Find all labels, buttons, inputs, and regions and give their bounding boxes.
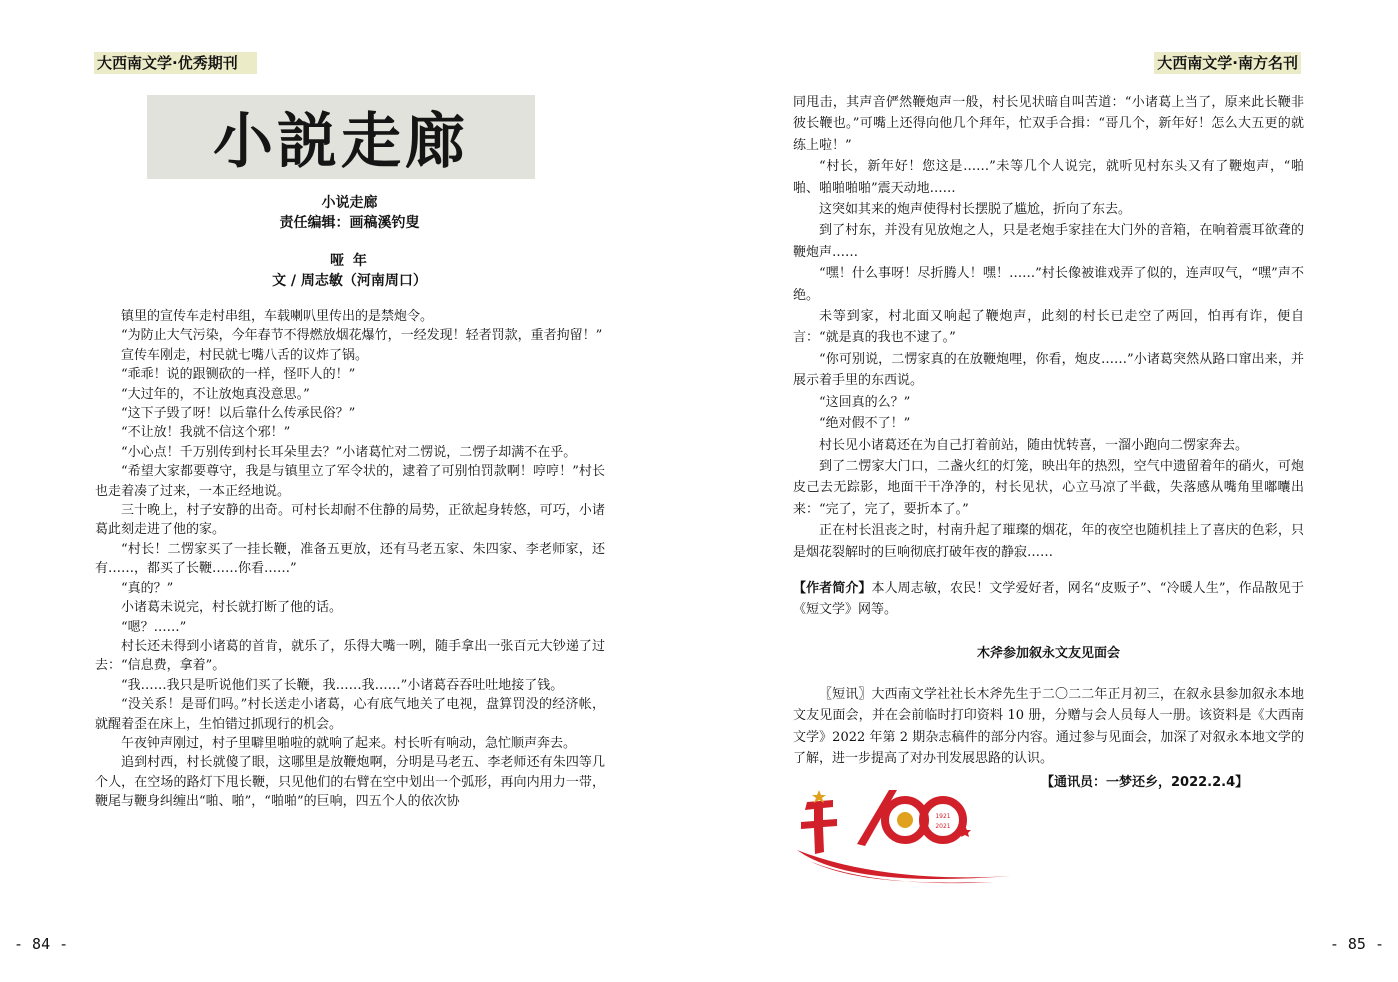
byline: 文 / 周志敏（河南周口）: [272, 273, 427, 289]
story-paragraph: “我……我只是听说他们买了长鞭，我……我……”小诸葛吞吞吐吐地接了钱。: [121, 677, 564, 693]
emblem-year-end: 2021: [935, 823, 951, 830]
story-paragraph: “这回真的么？”: [819, 394, 911, 410]
story-paragraph: 小诸葛未说完，村长就打断了他的话。: [121, 600, 343, 616]
centenary-emblem: [793, 780, 1015, 885]
author-intro: [793, 578, 1304, 621]
right-page: [699, 0, 1398, 982]
emblem-hammer-sickle: [897, 812, 913, 828]
story-body: [95, 307, 605, 812]
story-paragraph: 到了二愣家大门口，二盏火红的灯笼，映出年的热烈，空气中遗留着年的硝火，可炮皮己去无踪影，地面干干净净的，村长见状，心立马凉了半截，失落感从嘴角里嘟囔出来：“完了，完了，要折本了。”: [793, 458, 1304, 517]
story-paragraph: “村长，新年好！您这是……”未等几个人说完，就听见村东头又有了鞭炮声，“啪啪、啪啪啪啪”震天动地……: [793, 159, 1304, 196]
story-paragraph: “真的？”: [121, 580, 174, 596]
story-paragraph: 村长见小诸葛还在为自己打着前站，随由忧转喜，一溜小跑向二愣家奔去。: [819, 437, 1249, 453]
emblem-character: [801, 800, 837, 854]
story-paragraph: 未等到家，村北面又响起了鞭炮声，此刻的村长已走空了两回，怕再有诈，便自言：“就是真的我也不逮了。”: [793, 309, 1304, 346]
story-paragraph: “村长！二愣家买了一挂长鞭，准备五更放，还有马老五家、朱四家、李老师家，还有……，都买了长鞭……你看……”: [95, 541, 605, 577]
story-paragraph: “绝对假不了！”: [819, 416, 911, 432]
story-paragraph: “你可别说，二愣家真的在放鞭炮哩，你看，炮皮……”小诸葛突然从路口窜出来，并展示着手里的东西说。: [793, 351, 1304, 389]
news-text: 大西南文学社社长木斧先生于二〇二二年正月初三，在叙永县参加叙永本地文友见面会，并在会前临时打印资料 10 册，分赠与会人员每人一册。该资料是《大西南文学》2022 年第 2 期杂志稿件的部分内容。通过参与见面会，加深了对叙永本地文学的了解，进一步提高了对办刊发展思路的认识。: [793, 687, 1304, 767]
news-title: 木斧参加叙永文友见面会: [976, 646, 1120, 661]
news-label: 〖短讯〗: [819, 687, 872, 702]
left-header: 大西南文学·优秀期刊: [94, 52, 257, 74]
story-paragraph: “嗯？……”: [121, 619, 187, 635]
editor-line: 责任编辑：画稿溪钓叟: [279, 215, 420, 231]
story-paragraph: “为防止大气污染，今年春节不得燃放烟花爆竹，一经发现！轻者罚款，重者拘留！”: [121, 328, 603, 344]
story-paragraph: 这突如其来的炮声使得村长摆脱了尴尬，折向了东去。: [819, 202, 1132, 218]
news-credit: 【通讯员：一梦还乡，2022.2.4】: [1041, 775, 1249, 790]
emblem-ribbon-1: [797, 850, 1011, 879]
story-paragraph: 追到村西，村长就傻了眼，这哪里是放鞭炮啊，分明是马老五、李老师还有朱四等几个人，在空场的路灯下甩长鞭，只见他们的右臂在空中划出一个弧形，再向内用力一带，鞭尾与鞭身纠缠出“啪、啪”，“啪啪”的巨响，四五个人的依次协: [95, 755, 605, 810]
story-paragraph: 宣传车刚走，村民就七嘴八舌的议炸了锅。: [121, 347, 369, 363]
story-paragraph: “没关系！是哥们吗。”村长送走小诸葛，心有底气地关了电视，盘算罚没的经济帐，就醒着歪在床上，生怕错过抓现行的机会。: [95, 697, 605, 732]
right-header: 大西南文学·南方名刊: [1154, 52, 1301, 74]
story-paragraph: “嘿！什么事呀！尽折腾人！嘿！……”村长像被谁戏弄了似的，连声叹气，“嘿”声不绝。: [793, 266, 1304, 303]
story-continuation: [793, 92, 1304, 563]
story-paragraph: 同甩击，其声音俨然鞭炮声一般，村长见状暗自叫苦道：“小诸葛上当了，原来此长鞭非彼长鞭也。”可嘴上还得向他几个拜年，忙双手合揖：“哥几个，新年好！怎么大五更的就练上啦！”: [793, 95, 1304, 153]
story-paragraph: “小心点！千万别传到村长耳朵里去？”小诸葛忙对二愣说，二愣子却满不在乎。: [121, 444, 577, 460]
story-paragraph: 正在村长沮丧之时，村南升起了璀璨的烟花，年的夜空也随机挂上了喜庆的色彩，只是烟花裂解时的巨响彻底打破年夜的静寂……: [793, 523, 1304, 560]
story-paragraph: 午夜钟声刚过，村子里噼里啪啦的就响了起来。村长听有响动，急忙顺声奔去。: [121, 735, 577, 751]
news-body: [793, 684, 1304, 770]
section-title: 小说走廊: [321, 195, 378, 211]
story-paragraph: 三十晚上，村子安静的出奇。可村长却耐不住静的局势，正欲起身转悠，可巧，小诸葛此刻走进了他的家。: [95, 503, 605, 538]
story-paragraph: 到了村东，并没有见放炮之人，只是老炮手家挂在大门外的音箱，在响着震耳欲聋的鞭炮声……: [793, 223, 1304, 260]
story-paragraph: 村长还未得到小诸葛的首肯，就乐了，乐得大嘴一咧，随手拿出一张百元大钞递了过去：“信息费，拿着”。: [95, 638, 605, 674]
author-intro-text: 本人周志敏，农民！文学爱好者，网名“皮贩子”、“冷暖人生”，作品散见于《短文学》网等。: [793, 581, 1304, 618]
story-title: 哑 年: [330, 253, 369, 269]
story-paragraph: “不让放！我就不信这个邪！”: [121, 425, 291, 441]
author-intro-label: 【作者简介】: [793, 581, 872, 596]
story-paragraph: 镇里的宣传车走村串组，车载喇叭里传出的是禁炮令。: [121, 309, 434, 324]
story-paragraph: “希望大家都要尊守，我是与镇里立了军令状的，逮着了可别怕罚款啊！哼哼！”村长也走着凑了过来，一本正经地说。: [95, 464, 605, 499]
story-paragraph: “这下子毁了呀！以后靠什么传承民俗？”: [121, 406, 356, 422]
emblem-year-start: 1921: [935, 813, 951, 820]
column-banner: [147, 95, 535, 179]
banner-calligraphy: 小説走廊: [213, 107, 469, 177]
story-paragraph: “乖乖！说的跟铡砍的一样，怪吓人的！”: [121, 367, 356, 383]
page-number-right: - 85 -: [1329, 935, 1384, 953]
news-paragraph: [793, 684, 1304, 770]
page-number-left: - 84 -: [14, 935, 69, 953]
story-paragraph: “大过年的，不让放炮真没意思。”: [121, 386, 310, 402]
